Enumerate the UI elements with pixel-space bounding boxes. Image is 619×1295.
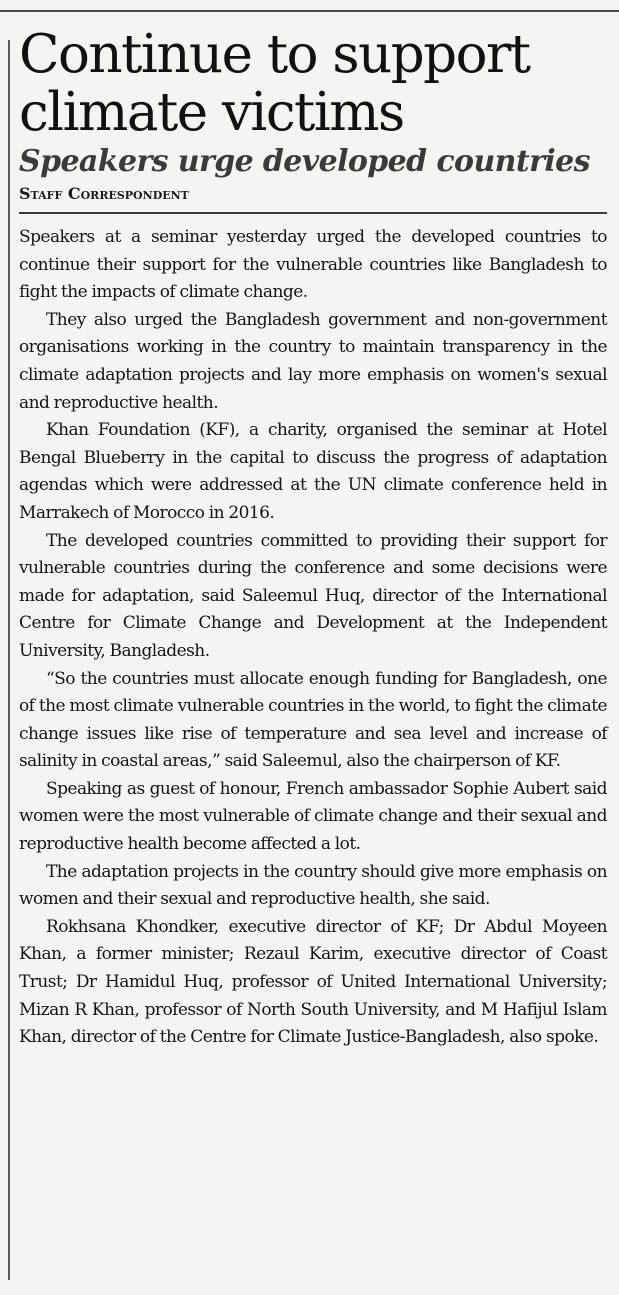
article-body (19, 224, 607, 1052)
paragraph: “So the countries must allocate enough funding for Bangladesh, one of the most climate vulnerable countries in the world, to fight the climate change issues like rise of temperature and sea level and increase of salinity in coastal areas,” said Saleemul, also the chairperson of KF. (19, 668, 607, 772)
paragraph: The developed countries committed to providing their support for vulnerable countries during the conference and some decisions were made for adaptation, said Saleemul Huq, director of the International Centre for Climate Change and Development at the Independent University, Bangladesh. (19, 530, 607, 661)
paragraph: The adaptation projects in the country should give more emphasis on women and their sexual and reproductive health, she said. (19, 861, 607, 910)
headline: Continue to support climate victims (19, 24, 530, 143)
subheadline: Speakers urge developed countries (19, 144, 590, 179)
byline-rule (19, 212, 607, 214)
paragraph: Khan Foundation (KF), a charity, organised the seminar at Hotel Bengal Blueberry in the capital to discuss the progress of adaptation agendas which were addressed at the UN climate conference held in Marrakech of Morocco in 2016. (19, 420, 607, 523)
byline: Staff Correspondent (19, 184, 189, 203)
paragraph: Rokhsana Khondker, executive director of KF; Dr Abdul Moyeen Khan, a former minister; Rezaul Karim, executive director of Coast Trust; Dr Hamidul Huq, professor of United International University; Mizan R Khan, professor of North South University, and M Hafijul Islam Khan, director of the Centre for Climate Justice-Bangladesh, also spoke. (19, 916, 607, 1048)
column-rule (8, 40, 10, 1280)
paragraph: Speakers at a seminar yesterday urged the developed countries to continue their support for the vulnerable countries like Bangladesh to fight the impacts of climate change. (19, 227, 607, 303)
paragraph: They also urged the Bangladesh government and non-government organisations working in the country to maintain transparency in the climate adaptation projects and lay more emphasis on women's sexual and reproductive health. (19, 309, 607, 413)
paragraph: Speaking as guest of honour, French ambassador Sophie Aubert said women were the most vulnerable of climate change and their sexual and reproductive health become affected a lot. (19, 778, 607, 855)
top-rule (0, 10, 619, 12)
article (19, 26, 607, 1052)
